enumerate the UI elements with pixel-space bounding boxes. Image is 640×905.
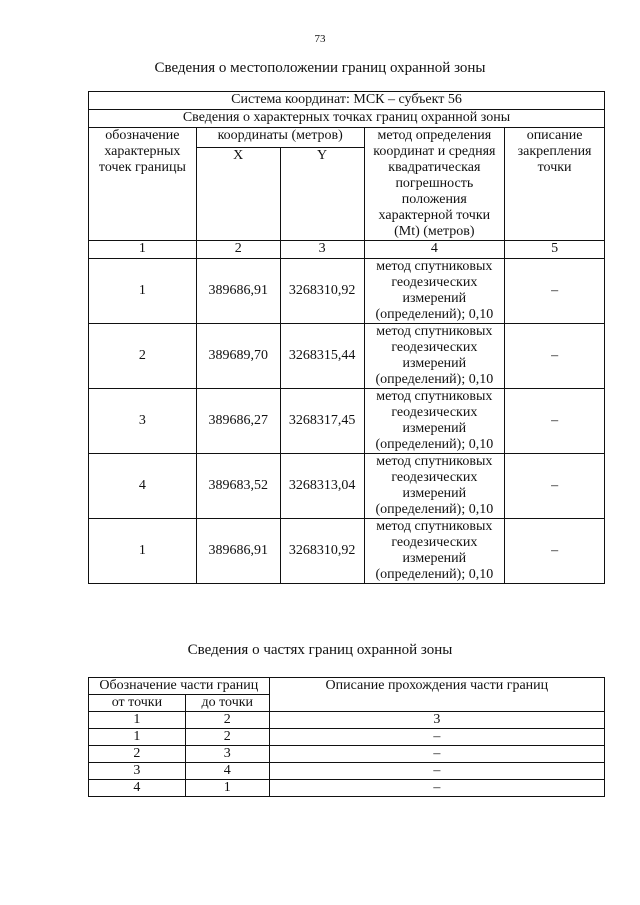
header-point-designation: обозначение характерных точек границы: [89, 128, 197, 241]
y-cell: 3268310,92: [280, 259, 364, 324]
header-coordinates: координаты (метров): [196, 128, 364, 148]
table-row: [89, 454, 605, 519]
y-cell: 3268313,04: [280, 454, 364, 519]
column-number: 1: [89, 712, 186, 729]
x-cell: 389686,91: [196, 259, 280, 324]
from-point-cell: 4: [89, 780, 186, 797]
coordinate-system: Система координат: МСК – субъект 56: [89, 92, 605, 110]
table-row: [89, 389, 605, 454]
description-cell: –: [505, 519, 605, 584]
description-cell: –: [505, 324, 605, 389]
table-row: [89, 729, 605, 746]
column-number: 2: [185, 712, 269, 729]
method-cell: метод спутниковых геодезических измерений (определений); 0,10: [364, 454, 505, 519]
x-cell: 389686,91: [196, 519, 280, 584]
method-cell: метод спутниковых геодезических измерений (определений); 0,10: [364, 389, 505, 454]
point-cell: 2: [89, 324, 197, 389]
column-number: 3: [280, 241, 364, 259]
table-row: [89, 519, 605, 584]
to-point-cell: 1: [185, 780, 269, 797]
y-cell: 3268310,92: [280, 519, 364, 584]
to-point-cell: 3: [185, 746, 269, 763]
table-row: [89, 259, 605, 324]
parts-title: Сведения о частях границ охранной зоны: [187, 642, 453, 658]
point-cell: 4: [89, 454, 197, 519]
header-part-description: Описание прохождения части границ: [269, 678, 604, 712]
description-cell: –: [505, 259, 605, 324]
y-cell: 3268315,44: [280, 324, 364, 389]
description-cell: –: [505, 389, 605, 454]
to-point-cell: 4: [185, 763, 269, 780]
from-point-cell: 1: [89, 729, 186, 746]
description-cell: –: [505, 454, 605, 519]
point-cell: 1: [89, 259, 197, 324]
x-cell: 389689,70: [196, 324, 280, 389]
column-number: 5: [505, 241, 605, 259]
column-number: 4: [364, 241, 505, 259]
point-cell: 3: [89, 389, 197, 454]
from-point-cell: 2: [89, 746, 186, 763]
method-cell: метод спутниковых геодезических измерений (определений); 0,10: [364, 519, 505, 584]
method-cell: метод спутниковых геодезических измерений (определений); 0,10: [364, 324, 505, 389]
parts-table: [88, 677, 605, 797]
y-cell: 3268317,45: [280, 389, 364, 454]
table-row: [89, 780, 605, 797]
header-from-point: от точки: [89, 695, 186, 712]
header-part-designation: Обозначение части границ: [89, 678, 270, 695]
point-cell: 1: [89, 519, 197, 584]
table-row: [89, 324, 605, 389]
header-description: описание закрепления точки: [505, 128, 605, 241]
x-cell: 389686,27: [196, 389, 280, 454]
to-point-cell: 2: [185, 729, 269, 746]
table-row: [89, 763, 605, 780]
part-description-cell: –: [269, 729, 604, 746]
method-cell: метод спутниковых геодезических измерений (определений); 0,10: [364, 259, 505, 324]
column-number: 1: [89, 241, 197, 259]
column-number: 2: [196, 241, 280, 259]
x-cell: 389683,52: [196, 454, 280, 519]
from-point-cell: 3: [89, 763, 186, 780]
header-method: метод определения координат и средняя квадратическая погрешность положения характерной точки (Mt) (метров): [364, 128, 505, 241]
table-row: [89, 746, 605, 763]
column-number: 3: [269, 712, 604, 729]
points-subtitle: Сведения о характерных точках границ охранной зоны: [89, 110, 605, 128]
part-description-cell: –: [269, 746, 604, 763]
coordinates-table: [88, 91, 605, 584]
location-title: Сведения о местоположении границ охранной зоны: [154, 60, 486, 76]
header-to-point: до точки: [185, 695, 269, 712]
header-y: Y: [280, 148, 364, 241]
part-description-cell: –: [269, 763, 604, 780]
page-number: 73: [314, 33, 326, 45]
part-description-cell: –: [269, 780, 604, 797]
header-x: X: [196, 148, 280, 241]
